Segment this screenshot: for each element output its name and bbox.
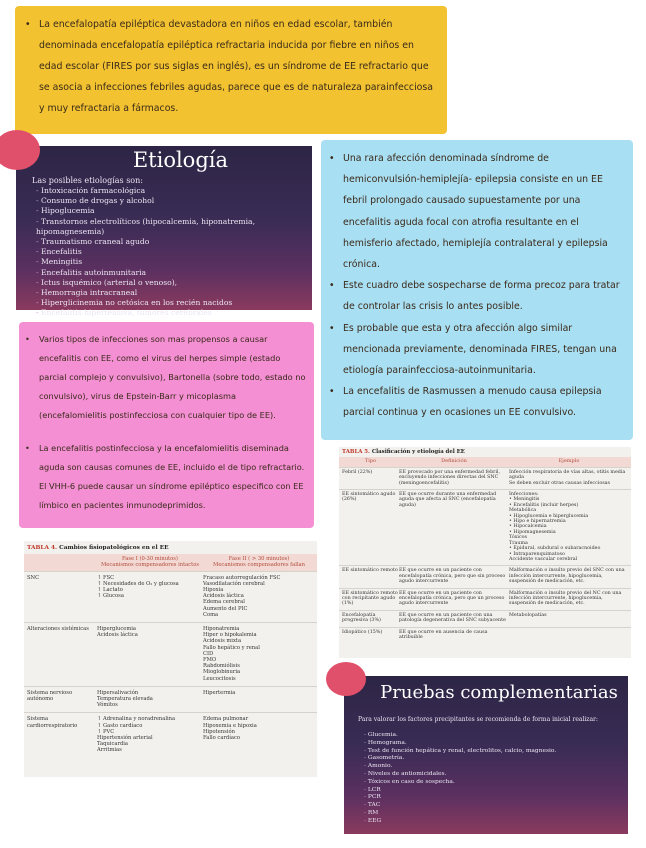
pink-note (19, 322, 314, 528)
list-item: - Encefalitis (36, 247, 312, 257)
pink-note-item: • La encefalitis postinfecciosa y la encefalomielitis diseminada aguda son causas comunes de EE, incluido el de tipo refractario. El VHH-6 puede causar un síndrome epiléptico especifico con EE límbico en pacientes inmunodeprimidos. (25, 439, 306, 515)
slide-title: Pruebas complementarias (380, 682, 618, 703)
table-row (24, 622, 317, 686)
table-row (24, 686, 317, 713)
etiology-list (36, 186, 312, 319)
blue-note-item: • Este cuadro debe sospecharse de forma precoz para tratar de controlar las crisis lo antes posible. (329, 275, 623, 317)
table-cell: Hiponatremia Hiper o hipokalemia Acidosis mixta Fallo hepático y renal CID FMO Rabdomiólisis Mioglobinuria Leucocitosis (203, 626, 260, 682)
yellow-note (15, 6, 447, 134)
table-row (339, 565, 631, 587)
tests-list (364, 732, 556, 826)
table-cell: Febril (22%) (342, 469, 373, 475)
list-item: - Hemorragia intracraneal (36, 288, 312, 298)
table-cell: EE sintomático remoto (342, 568, 398, 574)
table-cell: EE que ocurre en ausencia de causa atribuible (399, 629, 488, 640)
list-item: - Encefalitis hipertensiva, tumores cerebrales (36, 308, 312, 318)
table-cell: EE sintomático agudo (26%) (342, 492, 396, 503)
column-header: Tipo (364, 458, 377, 465)
list-item: - Hemograma. (364, 740, 556, 748)
table-row (339, 467, 631, 489)
table-cell: EE que ocurre en un paciente con encefalopatía crónica, pero que sin proceso agudo intercurrente (399, 568, 506, 585)
table-cell: ↑ FSC ↑ Necesidades de O₂ y glucosa ↑ Lactato ↑ Glucosa (97, 574, 179, 600)
table-cell: Edema pulmonar Hipoxemia e hipoxia Hipotensión Fallo cardíaco (203, 716, 257, 742)
table-cell: EE que ocurre durante una enfermedad aguda que afecta al SNC (encefalopatía aguda) (399, 492, 497, 508)
table-row (24, 571, 317, 622)
table-cell: Hipersalivación Temperatura elevada Vómitos (97, 689, 153, 709)
table-cell: Metabolopatías (509, 612, 547, 618)
list-item: - Hiperglicinemia no cetósica en los recién nacidos (36, 298, 312, 308)
table-number: TABLA 4. (27, 545, 58, 551)
table-row (339, 489, 631, 565)
table-cell: EE que ocurre en un paciente con encefalopatía crónica, pero que un proceso agudo intercurrente (399, 590, 505, 607)
table-row (339, 610, 631, 627)
column-header: Ejemplo (558, 458, 580, 465)
list-item: - Tóxicos en caso de sospecha. (364, 779, 556, 787)
list-item: - Glucemia. (364, 732, 556, 740)
blue-note-item: • La encefalitis de Rasmussen a menudo causa epilepsia parcial continua y en ocasiones un EE convulsivo. (329, 381, 623, 423)
list-item: - PCR (364, 794, 556, 802)
spacer (25, 425, 306, 439)
table-cell: ↑ Adrenalina y noradrenalina ↑ Gasto cardíaco ↑ PVC Hipertensión arterial Taquicardia Arritmias (97, 716, 176, 754)
list-item: - Intoxicación farmacológica (36, 186, 312, 196)
list-item: - Amonio. (364, 763, 556, 771)
pruebas-slide (344, 676, 628, 834)
list-item: - Meningitis (36, 257, 312, 267)
slide-intro: Las posibles etiologías son: (32, 176, 143, 185)
table-cell: Hipertermia (203, 689, 236, 696)
table-cell: Infección respiratoria de vías altas, otitis media aguda Se deben excluir otras causas infecciosas (509, 469, 626, 486)
column-header (24, 556, 97, 568)
slide-intro: Para valorar los factores precipitantes se recomienda de forma inicial realizar: (358, 716, 598, 723)
table-title: Clasificación y etiología del EE (371, 449, 465, 455)
list-item: - TAC (364, 802, 556, 810)
etiologia-slide (16, 146, 312, 318)
list-item: - RM (364, 810, 556, 818)
table-cell: Hiperglucemia Acidosis láctica (97, 626, 138, 639)
table-header (339, 457, 631, 466)
table-cell: Encefalopatía progresiva (3%) (342, 612, 381, 624)
table-row (339, 588, 631, 610)
blue-note-item: • Es probable que esta y otra afección algo similar mencionada previamente, denominada FIRES, tengan una etiología parainfecciosa-autoinmunitaria. (329, 318, 623, 382)
table-cambios-fisiopatologicos (24, 541, 317, 777)
table-cell: Fracaso autorregulación FSC Vasodilatación cerebral Hipoxia Acidosis láctica Edema cerebral Aumento del PIC Coma (203, 574, 281, 618)
slide-title: Etiología (132, 148, 228, 172)
list-item: - Consumo de drogas y alcohol (36, 196, 312, 206)
table-cell: EE sintomático remoto con recipitante agudo (1%) (342, 590, 398, 607)
table-clasificacion (339, 447, 631, 658)
table-cell: EE que ocurre en un paciente con una patología degenerativa del SNC subyacente (399, 612, 506, 624)
column-header: Fase II ( > 30 minutos) Mecanismos compensadores fallan (213, 556, 305, 569)
yellow-note-text: • La encefalopatía epiléptica devastadora en niños en edad escolar, también denominada encefalopatía epiléptica refractaria inducida por fiebre en niños en edad escolar (FIRES por sus siglas en inglés), es un síndrome de EE refractario que se asocia a infecciones febriles agudas, parece que es de naturaleza parainfecciosa y muy refractaria a fármacos. (25, 14, 437, 119)
table-cell: Sistema nervioso autónomo (27, 689, 73, 703)
pink-note-item: • Varios tipos de infecciones son mas propensos a causar encefalitis con EE, como el virus del herpes simple (estado parcial complejo y convulsivo), Bartonella (sobre todo, estado no convulsivo), virus de Epstein-Barr y micoplasma (encefalomielitis postinfecciosa con cualquier tipo de EE). (25, 330, 306, 425)
list-item: - Test de función hepática y renal, electrolitos, calcio, magnesio. (364, 748, 556, 756)
table-number: TABLA 5. (342, 449, 370, 455)
list-item: - EEG (364, 818, 556, 826)
table-title: Cambios fisiopatológicos en el EE (59, 545, 169, 551)
list-item: - Ictus isquémico (arterial o venoso), (36, 278, 312, 288)
list-item: - Traumatismo craneal agudo (36, 237, 312, 247)
list-item: - LCR (364, 787, 556, 795)
table-caption (339, 447, 631, 457)
table-cell: Malformación o insulto previo del SNC con una infección intercurrente, hipoglucemia, suspensión de medicación, etc. (509, 568, 625, 585)
list-item: - Gasometría. (364, 755, 556, 763)
table-cell: Malformación o insulto previo del NC con una infección intercurrente, hipoglucemia, suspensión de medicación, etc. (509, 590, 622, 607)
table-cell: Sistema cardiorrespiratorio (27, 716, 78, 729)
blue-note (321, 140, 633, 440)
table-cell (509, 630, 629, 641)
table-cell: EE provocado por una enfermedad febril, excluyendo infecciones directas del SNC (meningoencefalitis) (399, 469, 501, 486)
column-header: Definición (441, 458, 467, 465)
table-cell: Infecciones: • Meningitis • Encefalitis (incluir herpes) Metabólica • Hipoglucemia e hiperglucemia • Hipo e hipernatremia • Hipocalcemia • Hipomagnesemia Tóxicos Trauma • Epidural, subdural o subaracnoideo • Intraparenquimatoso Accidente vascular cerebral (509, 492, 601, 562)
table-header (24, 554, 317, 570)
table-row (24, 712, 317, 757)
list-item: - Niveles de antiomicidales. (364, 771, 556, 779)
list-item: - Encefalitis autoinmunitaria (36, 268, 312, 278)
table-caption (24, 541, 317, 554)
table-cell: Idiopático (15%) (342, 629, 383, 635)
list-item: - Hipoglucemia (36, 206, 312, 216)
table-row (339, 627, 631, 644)
column-header: Fase I (0-30 minutos) Mecanismos compensadores intactos (100, 556, 200, 569)
list-item: - Transtornos electrolíticos (hipocalcemia, hiponatremia, hipomagnesemia) (36, 217, 312, 237)
table-cell: Alteraciones sistémicas (27, 626, 89, 633)
table-cell: SNC (27, 574, 40, 581)
blue-note-item: • Una rara afección denominada síndrome de hemiconvulsión-hemiplejía- epilepsia consiste en un EE febril prolongado causado supuestamente por una encefalitis aguda focal con atrofia resultante en el hemisferio afectado, hemiplejía contralateral y epilepsia crónica. (329, 148, 623, 275)
